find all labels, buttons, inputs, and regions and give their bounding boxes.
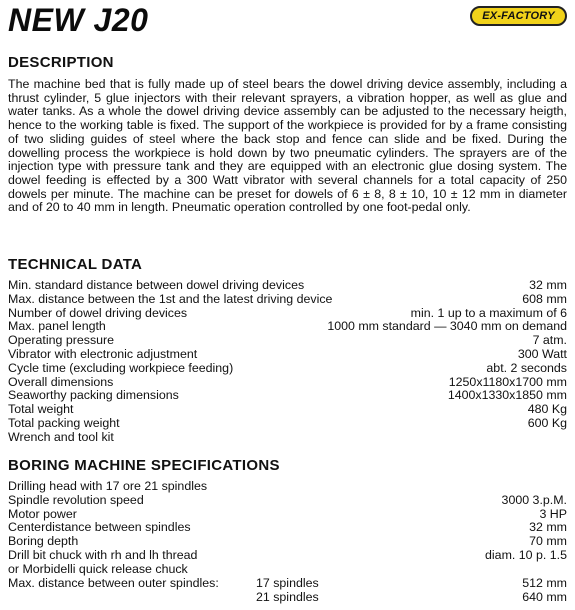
description-text: The machine bed that is fully made up of steel bears the dowel driving device assembly, including a thrust cylinder, 5 glue injectors with their relevant sprayers, a vibration hopper, as well as glue and water tanks. As a whole the dowel driving device assembly can be adjusted to the necessary heigth, hence to the working table is fixed. The support of the workpiece is provided for by a frame consisting of two sliding guides of steel where the back stop and fence can slide and be fixed. During the dowelling process the workpiece is hold down by two pneumatic cylinders. The sprayers are of the injection type with pressure tank and they are equipped with an electronic glue dosing system. The dowel feeding is effected by a 300 Watt vibrator with several channels for a total capacity of 250 dowels per minute. The machine can be preset for dowels of 6 ± 8, 8 ± 10, 10 ± 12 mm in diameter and of 20 to 40 mm in length. Pneumatic operation controlled by one foot-pedal only.: [8, 77, 567, 215]
spec-value: 600 Kg: [527, 415, 567, 430]
spec-row: [8, 535, 567, 549]
spec-row: [8, 480, 567, 494]
spec-label: Spindle revolution speed: [8, 492, 144, 507]
spec-row: [8, 348, 567, 362]
spec-value: abt. 2 seconds: [486, 360, 567, 375]
spec-label: Vibrator with electronic adjustment: [8, 346, 198, 361]
spec-label: Max. panel length: [8, 319, 106, 334]
spec-value: 1000 mm standard — 3040 mm on demand: [327, 319, 567, 334]
spec-value: 1400x1330x1850 mm: [447, 388, 567, 403]
spec-value: min. 1 up to a maximum of 6: [410, 305, 567, 320]
spec-value: 70 mm: [529, 534, 567, 549]
spec-label: Number of dowel driving devices: [8, 305, 188, 320]
spec-label: Boring depth: [8, 534, 79, 549]
technical-data-list: [8, 279, 567, 445]
spec-value: 1250x1180x1700 mm: [448, 374, 567, 389]
spec-row: [8, 508, 567, 522]
spec-label: Min. standard distance between dowel driving devices: [8, 278, 305, 292]
spec-row: [8, 376, 567, 390]
description-heading: DESCRIPTION: [8, 54, 114, 71]
spec-label: Motor power: [8, 506, 77, 521]
spindle-count: 21 spindles: [256, 589, 319, 604]
boring-specs-heading: BORING MACHINE SPECIFICATIONS: [8, 457, 280, 474]
spec-value: 512 mm: [522, 576, 567, 590]
spec-value: 3000 3.p.M.: [501, 492, 567, 507]
spec-label: or Morbidelli quick release chuck: [8, 561, 188, 576]
spec-label: Drilling head with 17 ore 21 spindles: [8, 479, 208, 493]
spec-row: [8, 521, 567, 535]
spec-label: Total weight: [8, 402, 74, 417]
max-distance-group: [8, 577, 567, 605]
spec-row: [8, 320, 567, 334]
max-distance-label: Max. distance between outer spindles:: [8, 576, 219, 590]
spec-value: 7 atm.: [532, 333, 567, 348]
spindle-count: 17 spindles: [256, 576, 319, 590]
spec-row: [8, 389, 567, 403]
spec-value: 32 mm: [529, 278, 567, 292]
spec-row: [8, 334, 567, 348]
spec-value: 608 mm: [522, 291, 567, 306]
spec-row: [8, 549, 567, 563]
spec-value: 300 Watt: [517, 346, 567, 361]
max-distance-row: [8, 591, 567, 605]
spec-row: [8, 563, 567, 577]
max-distance-label: [8, 591, 256, 605]
spec-label: Operating pressure: [8, 333, 115, 348]
spec-value: 3 HP: [539, 506, 567, 521]
spec-value: 480 Kg: [527, 402, 567, 417]
max-distance-row: [8, 577, 567, 591]
technical-data-heading: TECHNICAL DATA: [8, 256, 143, 273]
spec-value: 640 mm: [522, 589, 567, 604]
product-title: NEW J20: [8, 2, 149, 38]
spec-label: Total packing weight: [8, 415, 120, 430]
spec-row: [8, 279, 567, 293]
boring-specs-list: [8, 480, 567, 577]
spec-label: Cycle time (excluding workpiece feeding): [8, 360, 234, 375]
spec-row: [8, 293, 567, 307]
spec-row: [8, 403, 567, 417]
spec-value: diam. 10 p. 1.5: [485, 547, 567, 562]
spec-label: Overall dimensions: [8, 374, 114, 389]
spec-row: [8, 431, 567, 445]
spec-row: [8, 417, 567, 431]
ex-factory-badge: EX-FACTORY: [470, 6, 567, 26]
spec-label: Wrench and tool kit: [8, 429, 114, 444]
spec-value: 32 mm: [529, 520, 567, 535]
spec-label: Drill bit chuck with rh and lh thread: [8, 547, 198, 562]
spec-row: [8, 494, 567, 508]
spec-row: [8, 362, 567, 376]
spec-label: Centerdistance between spindles: [8, 520, 191, 535]
spec-row: [8, 307, 567, 321]
spec-label: Max. distance between the 1st and the latest driving device: [8, 291, 333, 306]
spec-label: Seaworthy packing dimensions: [8, 388, 179, 403]
